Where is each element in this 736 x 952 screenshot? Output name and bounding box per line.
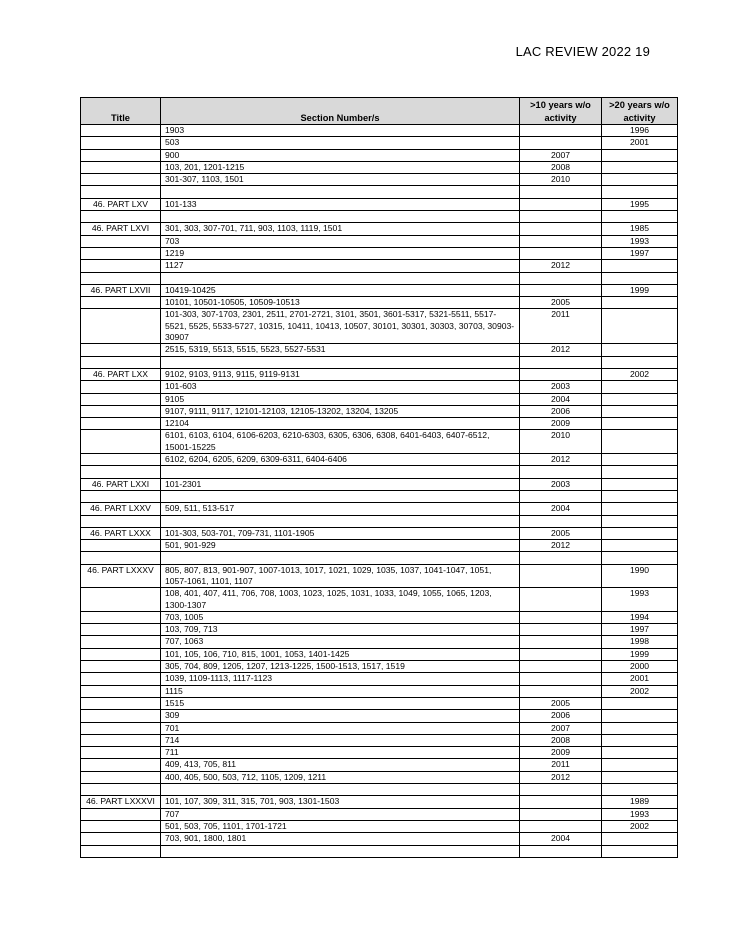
cell-section: 714 <box>161 734 520 746</box>
cell-ten-years <box>520 272 602 284</box>
cell-ten-years <box>520 624 602 636</box>
cell-section: 101, 105, 106, 710, 815, 1001, 1053, 1401-1425 <box>161 648 520 660</box>
cell-section: 900 <box>161 149 520 161</box>
table-row <box>81 309 678 344</box>
cell-ten-years <box>520 845 602 857</box>
cell-ten-years: 2012 <box>520 540 602 552</box>
inactive-sections-table <box>80 97 678 858</box>
table-row <box>81 393 678 405</box>
cell-title <box>81 636 161 648</box>
table-row <box>81 454 678 466</box>
table-row <box>81 478 678 490</box>
cell-title <box>81 418 161 430</box>
cell-section <box>161 784 520 796</box>
table-row <box>81 174 678 186</box>
cell-twenty-years <box>602 540 678 552</box>
cell-title <box>81 784 161 796</box>
cell-ten-years <box>520 490 602 502</box>
cell-section: 1903 <box>161 125 520 137</box>
table-row <box>81 211 678 223</box>
page-header: LAC REVIEW 2022 19 <box>515 44 650 59</box>
cell-twenty-years <box>602 759 678 771</box>
cell-twenty-years: 2002 <box>602 685 678 697</box>
cell-section: 501, 901-929 <box>161 540 520 552</box>
cell-title <box>81 552 161 564</box>
cell-section: 108, 401, 407, 411, 706, 708, 1003, 1023, 1025, 1031, 1033, 1049, 1055, 1065, 1203, 1300-1307 <box>161 588 520 612</box>
cell-section: 1127 <box>161 260 520 272</box>
cell-section: 707 <box>161 808 520 820</box>
cell-ten-years: 2005 <box>520 527 602 539</box>
cell-section <box>161 356 520 368</box>
cell-ten-years: 2010 <box>520 430 602 454</box>
cell-ten-years <box>520 223 602 235</box>
cell-ten-years <box>520 515 602 527</box>
cell-title <box>81 272 161 284</box>
cell-section: 805, 807, 813, 901-907, 1007-1013, 1017, 1021, 1029, 1035, 1037, 1041-1047, 1051, 1057-1061, 1101, 1107 <box>161 564 520 588</box>
cell-title <box>81 393 161 405</box>
table-header-row <box>81 98 678 125</box>
cell-title <box>81 454 161 466</box>
cell-twenty-years: 1995 <box>602 198 678 210</box>
cell-title <box>81 297 161 309</box>
table-row <box>81 356 678 368</box>
table-row <box>81 540 678 552</box>
cell-title: 46. PART LXX <box>81 368 161 380</box>
cell-twenty-years <box>602 211 678 223</box>
cell-twenty-years <box>602 722 678 734</box>
cell-ten-years: 2003 <box>520 478 602 490</box>
table-row <box>81 564 678 588</box>
cell-twenty-years <box>602 710 678 722</box>
cell-ten-years <box>520 235 602 247</box>
cell-twenty-years: 1998 <box>602 636 678 648</box>
cell-section <box>161 272 520 284</box>
cell-ten-years <box>520 186 602 198</box>
cell-section: 509, 511, 513-517 <box>161 503 520 515</box>
cell-title: 46. PART LXXX <box>81 527 161 539</box>
cell-title <box>81 833 161 845</box>
table-row <box>81 466 678 478</box>
cell-section: 309 <box>161 710 520 722</box>
cell-ten-years: 2011 <box>520 759 602 771</box>
cell-title <box>81 344 161 356</box>
cell-twenty-years: 2001 <box>602 673 678 685</box>
cell-section: 703 <box>161 235 520 247</box>
table-row <box>81 223 678 235</box>
cell-ten-years: 2009 <box>520 747 602 759</box>
table-row <box>81 527 678 539</box>
cell-ten-years: 2012 <box>520 771 602 783</box>
cell-ten-years: 2004 <box>520 503 602 515</box>
cell-section: 101-303, 307-1703, 2301, 2511, 2701-2721, 3101, 3501, 3601-5317, 5321-5511, 5517-5521, 5525, 5533-5727, 10315, 10411, 10413, 10507, 30101, 30301, 30303, 30703, 30903-30907 <box>161 309 520 344</box>
cell-ten-years <box>520 611 602 623</box>
cell-twenty-years <box>602 272 678 284</box>
table-row <box>81 673 678 685</box>
cell-title <box>81 734 161 746</box>
table-row <box>81 710 678 722</box>
cell-twenty-years: 1997 <box>602 624 678 636</box>
table-row <box>81 661 678 673</box>
cell-twenty-years: 1993 <box>602 588 678 612</box>
cell-section: 707, 1063 <box>161 636 520 648</box>
cell-ten-years: 2003 <box>520 381 602 393</box>
cell-ten-years <box>520 673 602 685</box>
table-row <box>81 820 678 832</box>
cell-section: 703, 1005 <box>161 611 520 623</box>
table-row <box>81 490 678 502</box>
table-row <box>81 418 678 430</box>
cell-ten-years: 2007 <box>520 722 602 734</box>
cell-ten-years <box>520 796 602 808</box>
column-header-twenty-years: >20 years w/o activity <box>602 98 678 125</box>
cell-ten-years <box>520 636 602 648</box>
cell-twenty-years <box>602 344 678 356</box>
cell-title <box>81 235 161 247</box>
cell-section: 101-303, 503-701, 709-731, 1101-1905 <box>161 527 520 539</box>
table-row <box>81 624 678 636</box>
cell-ten-years <box>520 368 602 380</box>
table-row <box>81 784 678 796</box>
cell-title <box>81 149 161 161</box>
cell-title <box>81 540 161 552</box>
table-row <box>81 125 678 137</box>
cell-ten-years <box>520 648 602 660</box>
cell-twenty-years: 1999 <box>602 284 678 296</box>
cell-twenty-years <box>602 356 678 368</box>
cell-title <box>81 247 161 259</box>
cell-ten-years <box>520 661 602 673</box>
cell-section <box>161 466 520 478</box>
table-row <box>81 515 678 527</box>
table-row <box>81 137 678 149</box>
cell-twenty-years <box>602 515 678 527</box>
table-row <box>81 272 678 284</box>
table-row <box>81 247 678 259</box>
cell-section: 1115 <box>161 685 520 697</box>
cell-title <box>81 588 161 612</box>
cell-twenty-years <box>602 405 678 417</box>
cell-twenty-years: 1990 <box>602 564 678 588</box>
cell-twenty-years <box>602 309 678 344</box>
cell-title: 46. PART LXXXV <box>81 564 161 588</box>
cell-title <box>81 309 161 344</box>
cell-twenty-years: 1994 <box>602 611 678 623</box>
cell-section: 703, 901, 1800, 1801 <box>161 833 520 845</box>
cell-twenty-years: 1993 <box>602 808 678 820</box>
cell-title <box>81 820 161 832</box>
cell-title <box>81 356 161 368</box>
cell-ten-years: 2006 <box>520 710 602 722</box>
cell-ten-years: 2012 <box>520 260 602 272</box>
cell-section: 101, 107, 309, 311, 315, 701, 903, 1301-1503 <box>161 796 520 808</box>
cell-section <box>161 490 520 502</box>
cell-ten-years <box>520 198 602 210</box>
cell-section: 101-133 <box>161 198 520 210</box>
cell-title <box>81 490 161 502</box>
cell-ten-years: 2006 <box>520 405 602 417</box>
cell-title <box>81 186 161 198</box>
cell-title <box>81 174 161 186</box>
cell-title: 46. PART LXXV <box>81 503 161 515</box>
cell-twenty-years: 2001 <box>602 137 678 149</box>
cell-twenty-years <box>602 174 678 186</box>
cell-twenty-years <box>602 161 678 173</box>
cell-twenty-years: 2002 <box>602 820 678 832</box>
cell-section: 103, 709, 713 <box>161 624 520 636</box>
cell-section: 301, 303, 307-701, 711, 903, 1103, 1119, 1501 <box>161 223 520 235</box>
cell-twenty-years <box>602 833 678 845</box>
cell-twenty-years: 1996 <box>602 125 678 137</box>
cell-ten-years <box>520 564 602 588</box>
table-row <box>81 186 678 198</box>
cell-title <box>81 845 161 857</box>
cell-title <box>81 661 161 673</box>
cell-ten-years <box>520 125 602 137</box>
table-row <box>81 648 678 660</box>
cell-title: 46. PART LXXXVI <box>81 796 161 808</box>
cell-ten-years <box>520 784 602 796</box>
cell-section: 12104 <box>161 418 520 430</box>
table-row <box>81 235 678 247</box>
column-header-ten-years: >10 years w/o activity <box>520 98 602 125</box>
cell-title: 46. PART LXVII <box>81 284 161 296</box>
cell-section: 1219 <box>161 247 520 259</box>
cell-ten-years: 2007 <box>520 149 602 161</box>
cell-ten-years <box>520 137 602 149</box>
table-row <box>81 368 678 380</box>
cell-twenty-years <box>602 552 678 564</box>
table-row <box>81 722 678 734</box>
table-row <box>81 697 678 709</box>
table-row <box>81 759 678 771</box>
cell-title <box>81 685 161 697</box>
table-row <box>81 833 678 845</box>
cell-twenty-years <box>602 297 678 309</box>
cell-section: 103, 201, 1201-1215 <box>161 161 520 173</box>
cell-section <box>161 845 520 857</box>
cell-title <box>81 137 161 149</box>
cell-title <box>81 722 161 734</box>
table-row <box>81 611 678 623</box>
table-row <box>81 149 678 161</box>
cell-section: 305, 704, 809, 1205, 1207, 1213-1225, 1500-1513, 1517, 1519 <box>161 661 520 673</box>
table-row <box>81 381 678 393</box>
table-row <box>81 297 678 309</box>
cell-twenty-years <box>602 734 678 746</box>
cell-twenty-years: 2002 <box>602 368 678 380</box>
cell-ten-years: 2008 <box>520 734 602 746</box>
cell-title <box>81 211 161 223</box>
cell-twenty-years <box>602 503 678 515</box>
table-row <box>81 747 678 759</box>
table-row <box>81 588 678 612</box>
cell-twenty-years: 1989 <box>602 796 678 808</box>
cell-ten-years: 2004 <box>520 393 602 405</box>
cell-twenty-years <box>602 381 678 393</box>
cell-section: 301-307, 1103, 1501 <box>161 174 520 186</box>
cell-section: 1039, 1109-1113, 1117-1123 <box>161 673 520 685</box>
cell-title <box>81 611 161 623</box>
cell-twenty-years <box>602 260 678 272</box>
cell-twenty-years: 1993 <box>602 235 678 247</box>
cell-title <box>81 405 161 417</box>
cell-section: 1515 <box>161 697 520 709</box>
cell-ten-years <box>520 820 602 832</box>
table-row <box>81 796 678 808</box>
cell-title <box>81 759 161 771</box>
cell-title <box>81 710 161 722</box>
cell-section <box>161 211 520 223</box>
cell-section <box>161 515 520 527</box>
cell-twenty-years <box>602 149 678 161</box>
table-row <box>81 161 678 173</box>
cell-title <box>81 747 161 759</box>
cell-twenty-years <box>602 845 678 857</box>
cell-section: 711 <box>161 747 520 759</box>
cell-section: 101-603 <box>161 381 520 393</box>
cell-title <box>81 771 161 783</box>
cell-twenty-years <box>602 784 678 796</box>
cell-section: 2515, 5319, 5513, 5515, 5523, 5527-5531 <box>161 344 520 356</box>
table-row <box>81 845 678 857</box>
cell-ten-years <box>520 685 602 697</box>
cell-twenty-years: 1997 <box>602 247 678 259</box>
table-row <box>81 771 678 783</box>
cell-title <box>81 125 161 137</box>
cell-twenty-years <box>602 466 678 478</box>
cell-section: 701 <box>161 722 520 734</box>
cell-ten-years <box>520 466 602 478</box>
cell-ten-years: 2005 <box>520 297 602 309</box>
cell-twenty-years: 1985 <box>602 223 678 235</box>
cell-ten-years: 2009 <box>520 418 602 430</box>
cell-twenty-years <box>602 454 678 466</box>
cell-twenty-years <box>602 771 678 783</box>
cell-ten-years <box>520 356 602 368</box>
cell-ten-years: 2012 <box>520 454 602 466</box>
cell-ten-years: 2008 <box>520 161 602 173</box>
table-row <box>81 552 678 564</box>
table-row <box>81 636 678 648</box>
cell-section: 409, 413, 705, 811 <box>161 759 520 771</box>
column-header-title: Title <box>81 98 161 125</box>
cell-title: 46. PART LXV <box>81 198 161 210</box>
cell-title <box>81 161 161 173</box>
cell-title <box>81 673 161 685</box>
cell-title <box>81 624 161 636</box>
cell-ten-years <box>520 211 602 223</box>
cell-ten-years <box>520 588 602 612</box>
cell-title <box>81 648 161 660</box>
table-row <box>81 260 678 272</box>
table-row <box>81 198 678 210</box>
table-row <box>81 284 678 296</box>
cell-twenty-years <box>602 393 678 405</box>
cell-section: 6102, 6204, 6205, 6209, 6309-6311, 6404-6406 <box>161 454 520 466</box>
table-row <box>81 734 678 746</box>
cell-section: 6101, 6103, 6104, 6106-6203, 6210-6303, 6305, 6306, 6308, 6401-6403, 6407-6512, 15001-15225 <box>161 430 520 454</box>
cell-section <box>161 186 520 198</box>
cell-twenty-years: 1999 <box>602 648 678 660</box>
cell-ten-years: 2011 <box>520 309 602 344</box>
cell-section: 9102, 9103, 9113, 9115, 9119-9131 <box>161 368 520 380</box>
cell-title <box>81 260 161 272</box>
table-row <box>81 685 678 697</box>
cell-title <box>81 697 161 709</box>
column-header-section: Section Number/s <box>161 98 520 125</box>
cell-ten-years: 2012 <box>520 344 602 356</box>
cell-title: 46. PART LXVI <box>81 223 161 235</box>
cell-ten-years: 2004 <box>520 833 602 845</box>
cell-title <box>81 808 161 820</box>
cell-section: 9107, 9111, 9117, 12101-12103, 12105-13202, 13204, 13205 <box>161 405 520 417</box>
cell-section: 400, 405, 500, 503, 712, 1105, 1209, 1211 <box>161 771 520 783</box>
cell-twenty-years <box>602 747 678 759</box>
cell-title <box>81 430 161 454</box>
cell-twenty-years <box>602 430 678 454</box>
cell-twenty-years <box>602 490 678 502</box>
cell-section: 10419-10425 <box>161 284 520 296</box>
cell-ten-years: 2005 <box>520 697 602 709</box>
cell-twenty-years <box>602 527 678 539</box>
cell-ten-years: 2010 <box>520 174 602 186</box>
cell-section: 101-2301 <box>161 478 520 490</box>
cell-twenty-years <box>602 478 678 490</box>
table-row <box>81 430 678 454</box>
cell-ten-years <box>520 284 602 296</box>
cell-twenty-years <box>602 418 678 430</box>
table-row <box>81 344 678 356</box>
cell-title <box>81 466 161 478</box>
table-row <box>81 808 678 820</box>
cell-twenty-years: 2000 <box>602 661 678 673</box>
cell-title: 46. PART LXXI <box>81 478 161 490</box>
cell-twenty-years <box>602 697 678 709</box>
cell-section: 9105 <box>161 393 520 405</box>
table-row <box>81 405 678 417</box>
cell-twenty-years <box>602 186 678 198</box>
cell-section: 10101, 10501-10505, 10509-10513 <box>161 297 520 309</box>
table-body <box>81 125 678 858</box>
cell-title <box>81 515 161 527</box>
cell-section: 501, 503, 705, 1101, 1701-1721 <box>161 820 520 832</box>
cell-ten-years <box>520 247 602 259</box>
cell-ten-years <box>520 808 602 820</box>
table-row <box>81 503 678 515</box>
cell-section <box>161 552 520 564</box>
cell-ten-years <box>520 552 602 564</box>
cell-title <box>81 381 161 393</box>
cell-section: 503 <box>161 137 520 149</box>
